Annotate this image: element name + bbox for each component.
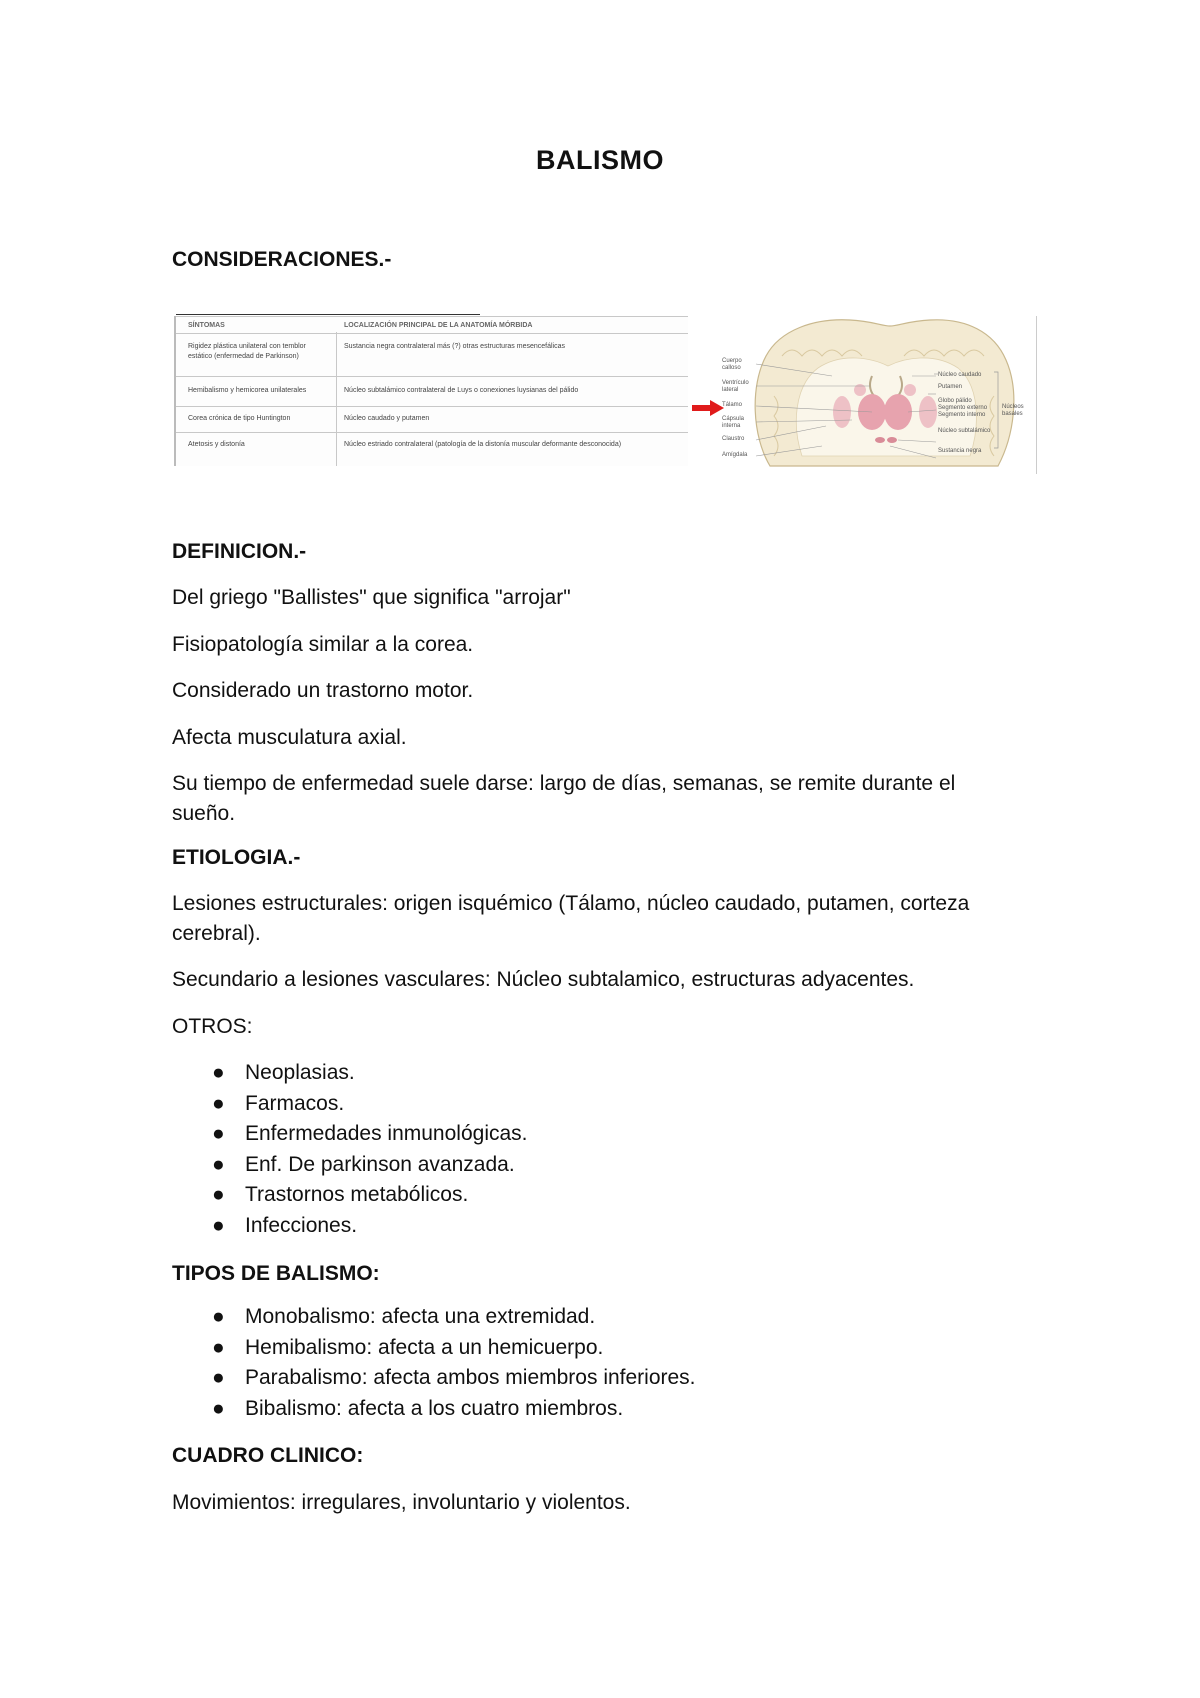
definicion-line: Fisiopatología similar a la corea.	[172, 633, 474, 656]
brain-label: Núcleo caudado	[938, 372, 982, 378]
bullet-icon: ●	[212, 1305, 225, 1328]
definicion-line: Su tiempo de enfermedad suele darse: largo de días, semanas, se remite durante el sueño.	[172, 772, 956, 825]
brain-label: Segmento externo	[938, 405, 988, 411]
heading-underline	[176, 314, 480, 315]
list-item: ● Neoplasias.	[172, 1058, 528, 1089]
bullet-icon: ●	[212, 1366, 225, 1389]
list-item: ● Farmacos.	[172, 1089, 528, 1120]
brain-label: Putamen	[938, 384, 963, 390]
table-cell: Atetosis y distonía	[188, 441, 245, 448]
list-item: ● Parabalismo: afecta ambos miembros inferiores.	[172, 1363, 696, 1394]
table-cell: Corea crónica de tipo Huntington	[188, 415, 291, 422]
bullet-icon: ●	[212, 1183, 225, 1206]
etiologia-line: Lesiones estructurales: origen isquémico (Tálamo, núcleo caudado, putamen, corteza cerebral).	[172, 892, 970, 945]
consideraciones-heading: CONSIDERACIONES.-	[172, 248, 392, 271]
brain-label: Cuerpo calloso	[722, 358, 742, 371]
definicion-line: Considerado un trastorno motor.	[172, 679, 474, 702]
etiologia-line: Secundario a lesiones vasculares: Núcleo subtalamico, estructuras adyacentes.	[172, 968, 915, 991]
brain-label: Sustancia negra	[938, 448, 982, 454]
bullet-icon: ●	[212, 1335, 225, 1359]
table-header-cell: SÍNTOMAS	[188, 322, 225, 329]
otros-list	[172, 1058, 528, 1241]
list-item: ● Hemibalismo: afecta a un hemicuerpo.	[172, 1333, 696, 1364]
brain-label: Tálamo	[722, 402, 743, 408]
list-item: ● Enf. De parkinson avanzada.	[172, 1150, 528, 1181]
table-cell: Hemibalismo y hemicorea unilaterales	[188, 387, 307, 394]
brain-label: Cápsula interna	[722, 416, 745, 429]
page-title: BALISMO	[536, 145, 664, 175]
tipos-heading: TIPOS DE BALISMO:	[172, 1262, 380, 1285]
table-row	[176, 406, 688, 433]
definicion-heading: DEFINICION.-	[172, 540, 307, 563]
definicion-line: Del griego "Ballistes" que significa "arrojar"	[172, 586, 571, 609]
table-cell: Núcleo caudado y putamen	[344, 415, 430, 422]
list-item: ● Monobalismo: afecta una extremidad.	[172, 1302, 696, 1333]
cuadro-line: Movimientos: irregulares, involuntario y violentos.	[172, 1491, 631, 1514]
table-header-cell: LOCALIZACIÓN PRINCIPAL DE LA ANATOMÍA MÓRBIDA	[344, 322, 533, 329]
bullet-icon: ●	[212, 1061, 225, 1084]
bullet-icon: ●	[212, 1122, 225, 1145]
etiologia-heading: ETIOLOGIA.-	[172, 846, 301, 869]
bullet-icon: ●	[212, 1152, 225, 1176]
bullet-icon: ●	[212, 1396, 225, 1420]
list-item: ● Bibalismo: afecta a los cuatro miembros.	[172, 1394, 696, 1425]
table-row	[176, 432, 688, 460]
red-arrow-icon	[692, 400, 724, 416]
table-cell: Núcleo estriado contralateral (patología de la distonía muscular deformante desconocida)	[344, 441, 622, 448]
brain-label: Globo pálido	[938, 398, 972, 404]
brain-label: Amígdala	[722, 452, 748, 458]
table-row	[176, 376, 688, 407]
brain-label: Núcleos basales	[1002, 404, 1024, 417]
tipos-list	[172, 1302, 696, 1424]
brain-label: Segmento interno	[938, 412, 986, 418]
brain-label: Claustro	[722, 436, 745, 442]
symptoms-table	[174, 316, 688, 466]
brain-label: Ventrículo lateral	[722, 380, 749, 393]
bullet-icon: ●	[212, 1091, 225, 1115]
table-cell: Núcleo subtalámico contralateral de Luys o conexiones luysianas del pálido	[344, 387, 579, 394]
considerations-figure	[174, 316, 1036, 476]
otros-label: OTROS:	[172, 1015, 253, 1038]
cuadro-heading: CUADRO CLINICO:	[172, 1444, 364, 1467]
list-item: ● Infecciones.	[172, 1211, 528, 1242]
list-item: ● Enfermedades inmunológicas.	[172, 1119, 528, 1150]
table-row	[176, 332, 688, 377]
table-cell: Rigidez plástica unilateral con temblor estático (enfermedad de Parkinson)	[188, 343, 306, 360]
definicion-line: Afecta musculatura axial.	[172, 726, 407, 749]
brain-label: Núcleo subtalámico	[938, 428, 991, 434]
bullet-icon: ●	[212, 1213, 225, 1237]
list-item: ● Trastornos metabólicos.	[172, 1180, 528, 1211]
table-cell: Sustancia negra contralateral más (?) otras estructuras mesencefálicas	[344, 343, 565, 350]
brain-coronal-diagram	[722, 316, 1037, 474]
